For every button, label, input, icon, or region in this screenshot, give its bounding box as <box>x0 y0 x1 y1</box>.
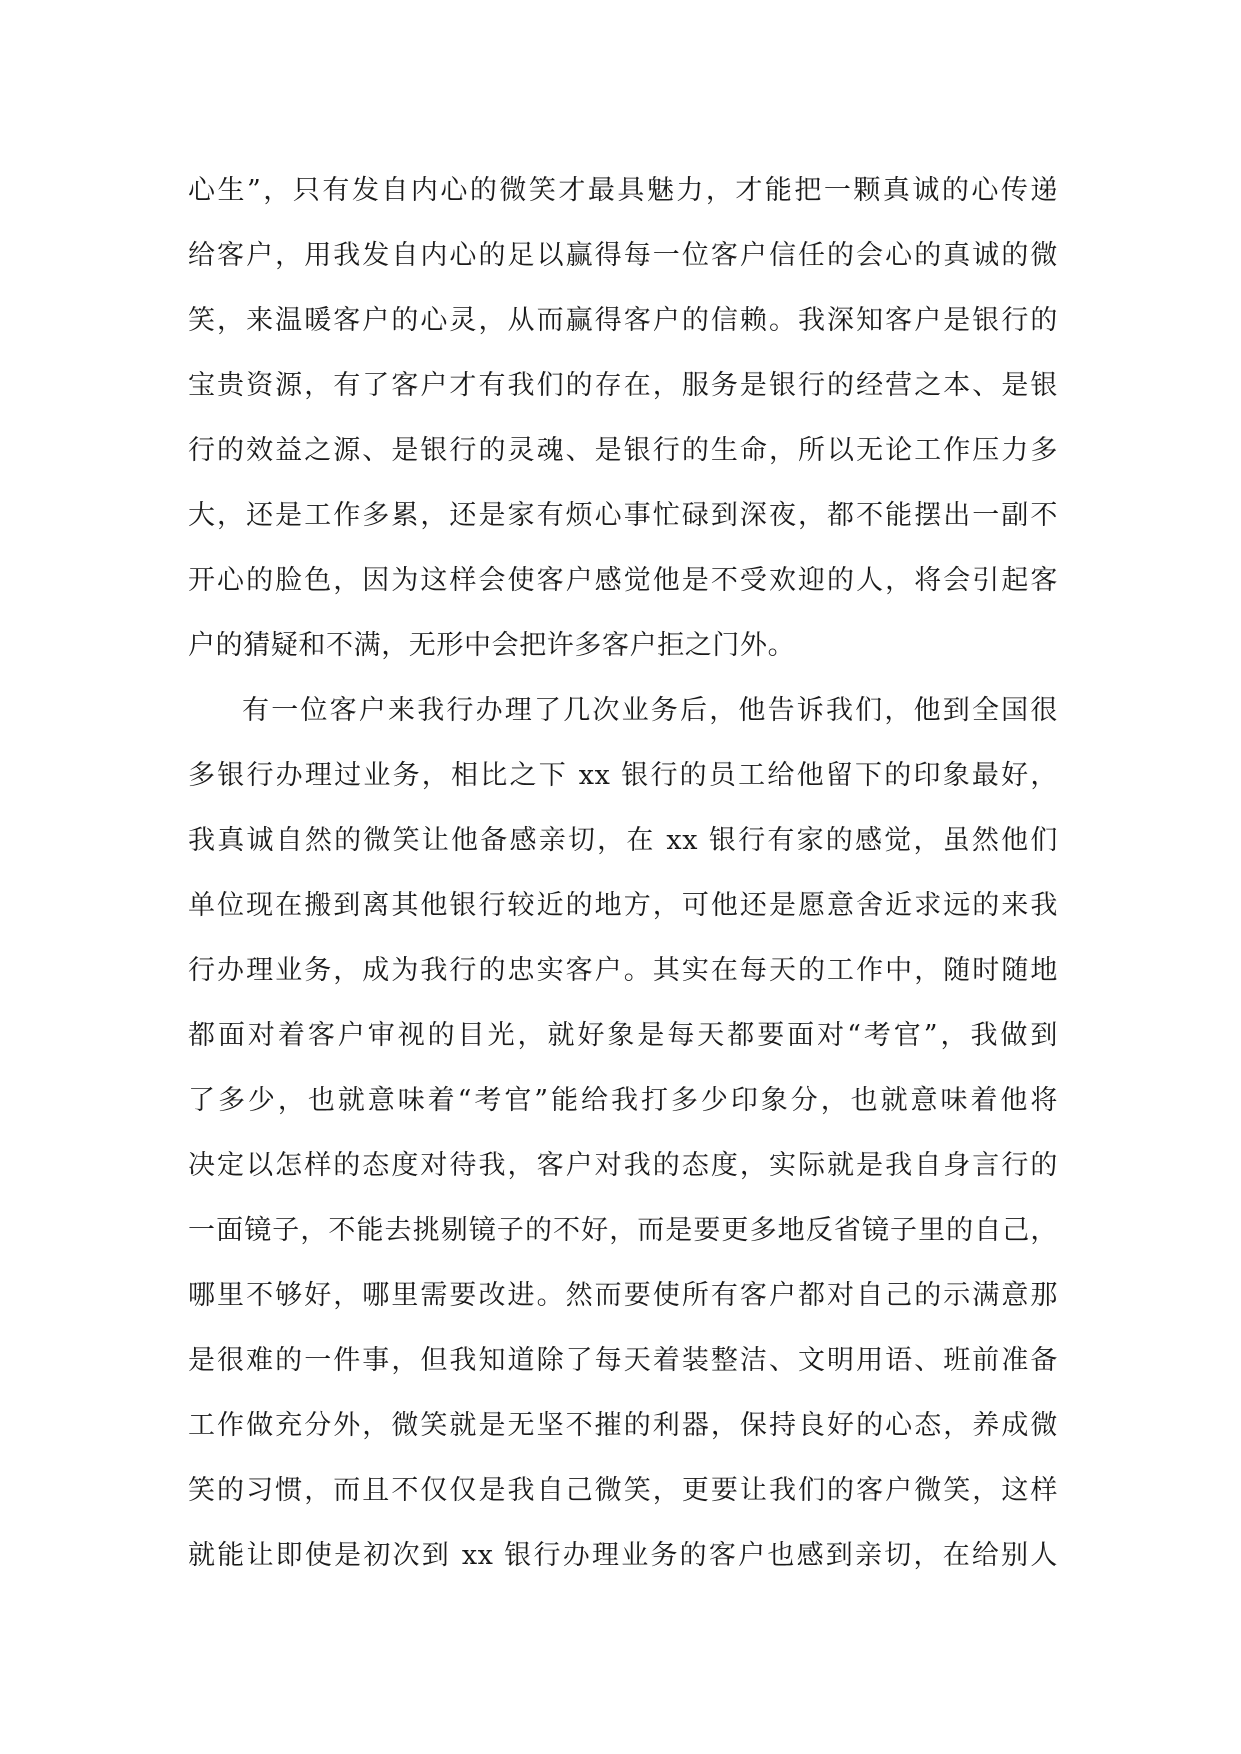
text-line: 我真诚自然的微笑让他备感亲切，在 xx 银行有家的感觉，虽然他们 <box>188 825 1058 856</box>
text-line: 宝贵资源，有了客户才有我们的存在，服务是银行的经营之本、是银 <box>188 370 1058 401</box>
text-line: 大，还是工作多累，还是家有烦心事忙碌到深夜，都不能摆出一副不 <box>188 500 1058 531</box>
text-line: 笑的习惯，而且不仅仅是我自己微笑，更要让我们的客户微笑，这样 <box>188 1475 1058 1506</box>
text-line: 行办理业务，成为我行的忠实客户。其实在每天的工作中，随时随地 <box>188 955 1058 986</box>
text-line: 多银行办理过业务，相比之下 xx 银行的员工给他留下的印象最好， <box>188 760 1058 791</box>
text-line: 了多少，也就意味着“考官”能给我打多少印象分，也就意味着他将 <box>188 1085 1058 1116</box>
text-line: 笑，来温暖客户的心灵，从而赢得客户的信赖。我深知客户是银行的 <box>188 305 1058 336</box>
text-line: 是很难的一件事，但我知道除了每天着装整洁、文明用语、班前准备 <box>188 1345 1058 1376</box>
text-line: 决定以怎样的态度对待我，客户对我的态度，实际就是我自身言行的 <box>188 1150 1058 1181</box>
text-line: 单位现在搬到离其他银行较近的地方，可他还是愿意舍近求远的来我 <box>188 890 1058 921</box>
text-line: 给客户，用我发自内心的足以赢得每一位客户信任的会心的真诚的微 <box>188 240 1058 271</box>
paragraph-1 <box>188 158 1058 678</box>
text-line: 心生”，只有发自内心的微笑才最具魅力，才能把一颗真诚的心传递 <box>188 175 1058 206</box>
text-line: 都面对着客户审视的目光，就好象是每天都要面对“考官”，我做到 <box>188 1020 1058 1051</box>
text-line: 工作做充分外，微笑就是无坚不摧的利器，保持良好的心态，养成微 <box>188 1410 1058 1441</box>
text-line: 哪里不够好，哪里需要改进。然而要使所有客户都对自己的示满意那 <box>188 1280 1058 1311</box>
text-line: 就能让即使是初次到 xx 银行办理业务的客户也感到亲切，在给别人 <box>188 1540 1058 1571</box>
text-line: 开心的脸色，因为这样会使客户感觉他是不受欢迎的人，将会引起客 <box>188 565 1058 596</box>
document-body <box>188 158 1058 1588</box>
text-line: 行的效益之源、是银行的灵魂、是银行的生命，所以无论工作压力多 <box>188 435 1058 466</box>
text-line: 一面镜子，不能去挑剔镜子的不好，而是要更多地反省镜子里的自己， <box>188 1215 1058 1246</box>
text-line: 户的猜疑和不满，无形中会把许多客户拒之门外。 <box>188 630 796 661</box>
paragraph-2 <box>188 678 1058 1588</box>
text-line: 有一位客户来我行办理了几次业务后，他告诉我们，他到全国很 <box>242 695 1058 726</box>
